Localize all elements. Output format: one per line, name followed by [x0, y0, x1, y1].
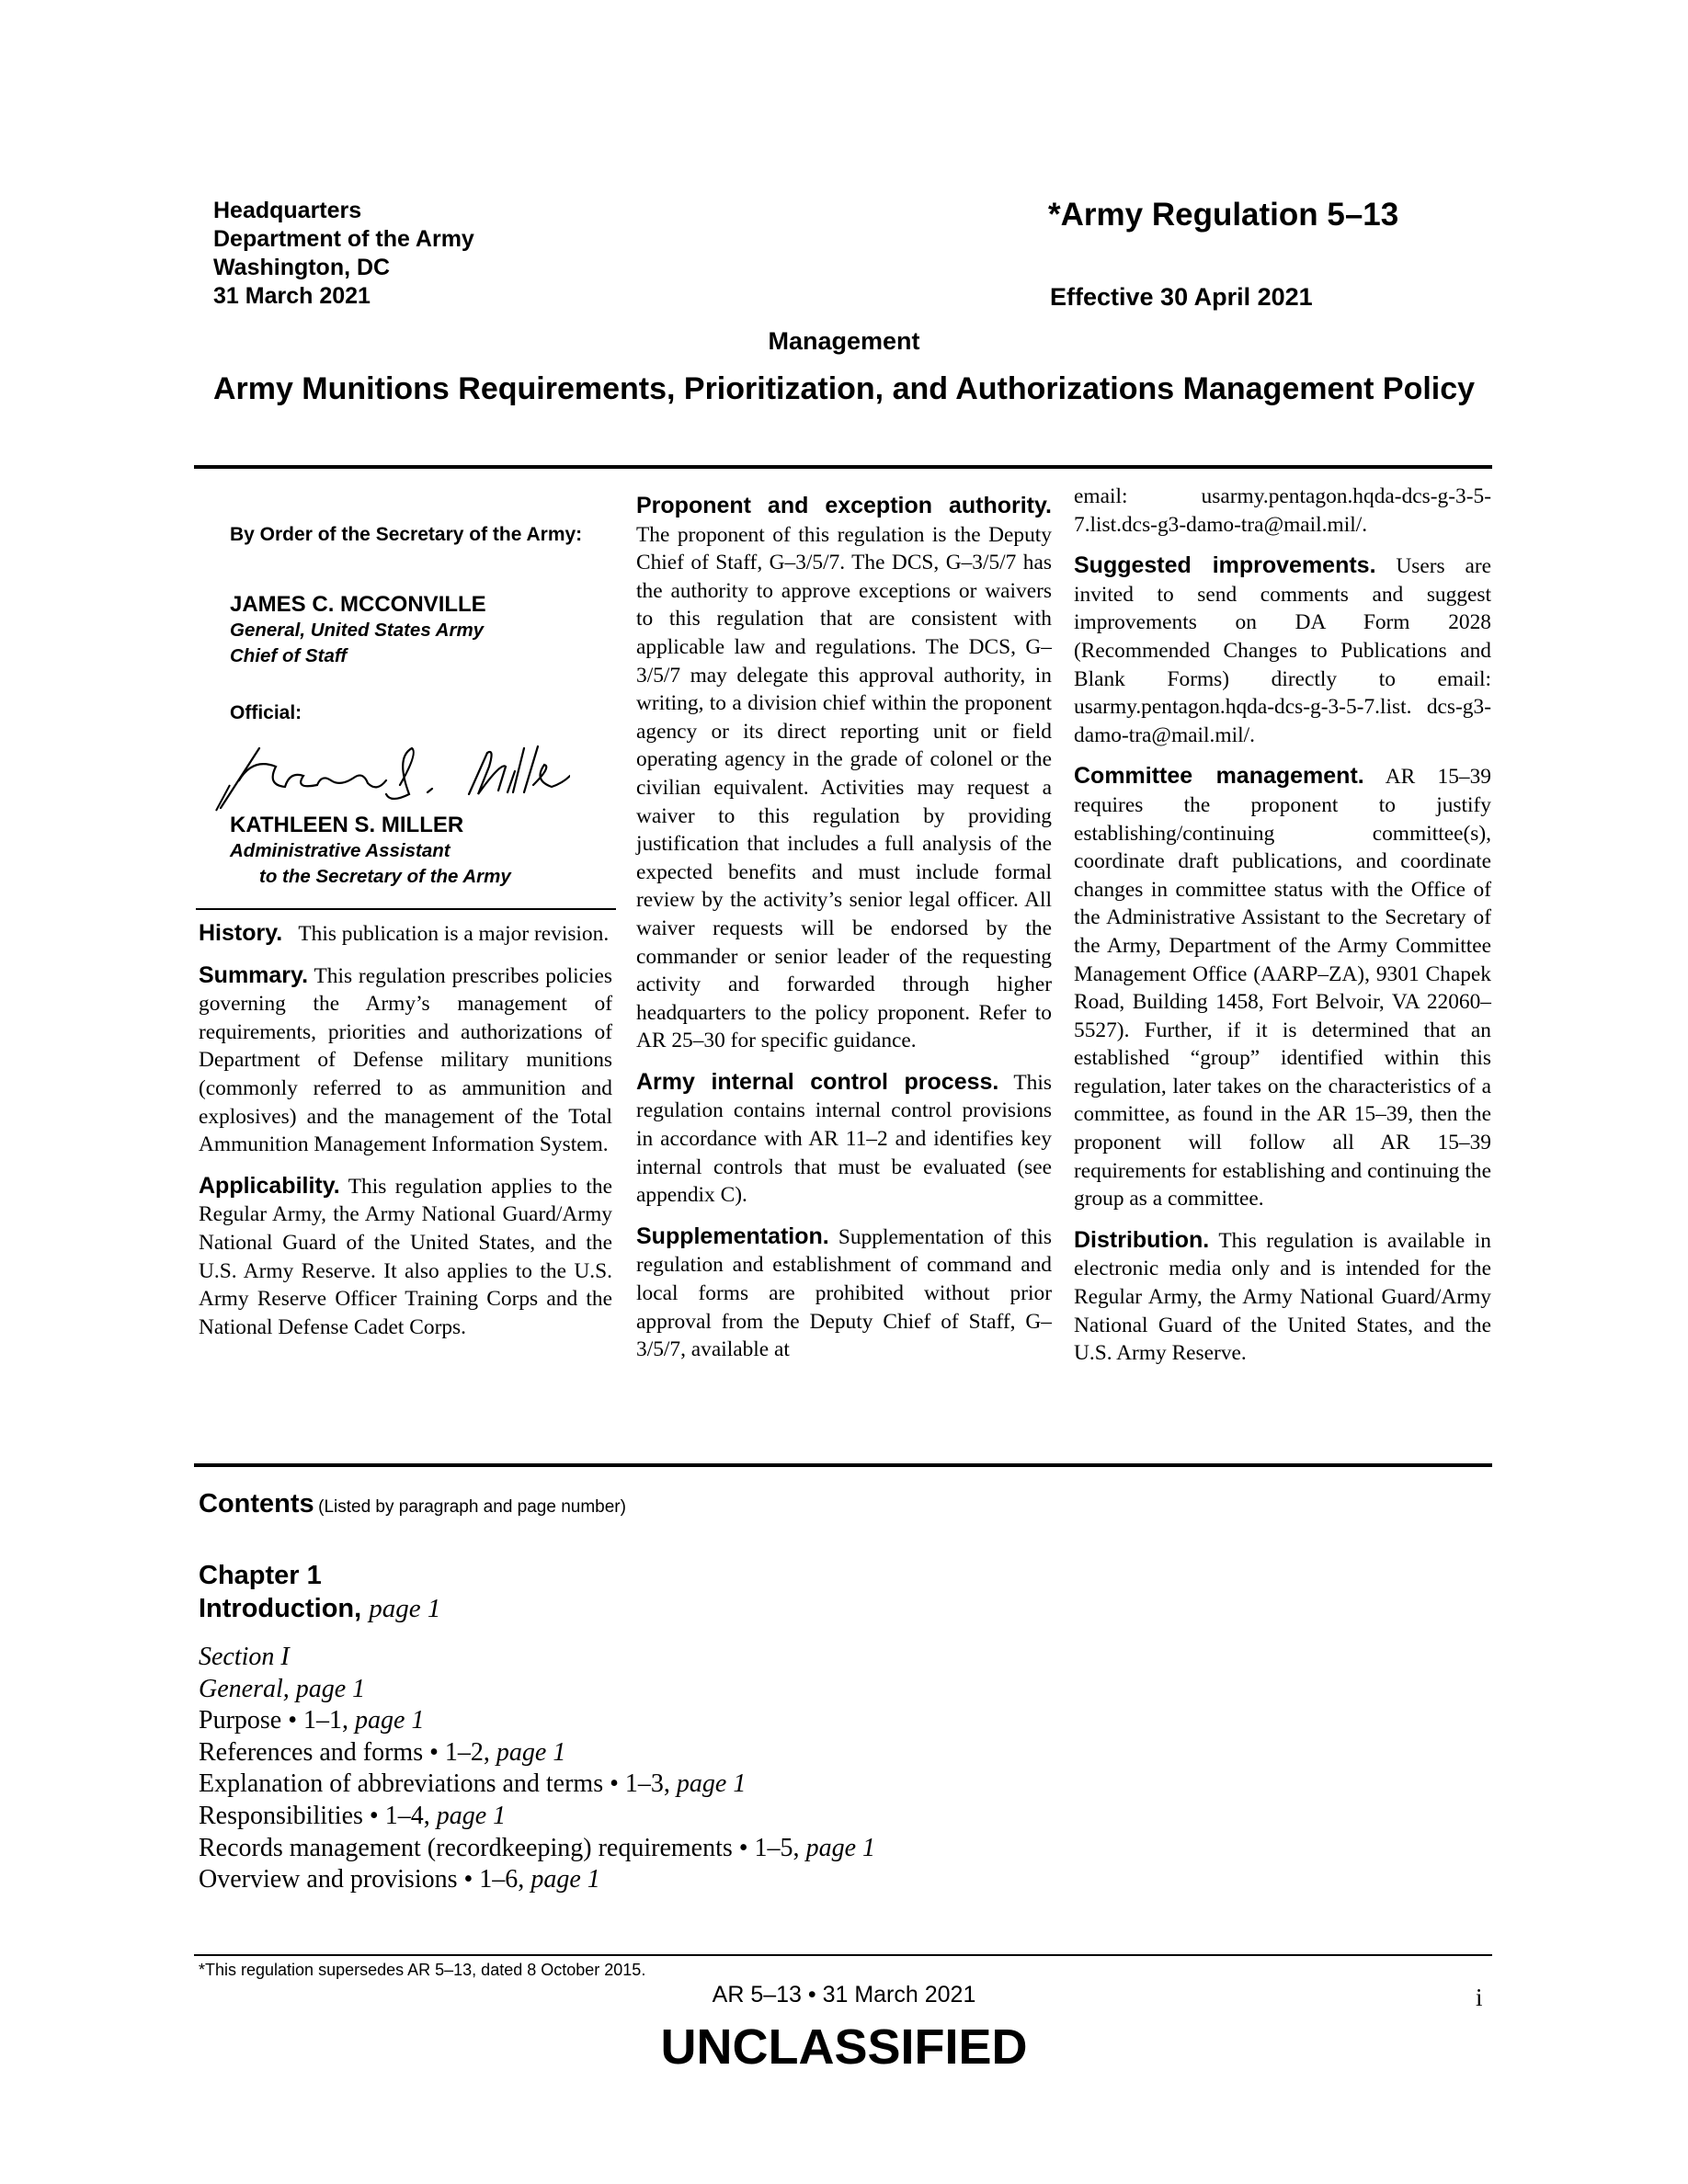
regulation-number: *Army Regulation 5–13: [1048, 197, 1399, 233]
chapter-title: Introduction,: [199, 1594, 362, 1623]
internal-control-paragraph: [636, 1068, 1052, 1210]
toc-entry-page: page 1: [530, 1865, 600, 1894]
history-text: This publication is a major revision.: [298, 922, 610, 946]
administrative-assistant-title-cont: to the Secretary of the Army: [259, 866, 511, 887]
chief-of-staff-title: Chief of Staff: [230, 645, 348, 666]
toc-entry-text: Purpose • 1–1,: [199, 1706, 356, 1735]
history-label: History.: [199, 920, 283, 946]
toc-entry-page: page 1: [436, 1801, 507, 1830]
toc-entry-text: Explanation of abbreviations and terms • 1–3,: [199, 1769, 677, 1799]
proponent-paragraph: [636, 492, 1052, 1055]
suggested-improvements-label: Suggested improvements.: [1074, 552, 1376, 579]
official-label: Official:: [230, 702, 302, 723]
supersedes-note: *This regulation supersedes AR 5–13, dated 8 October 2015.: [199, 1961, 646, 1979]
toc-entry[interactable]: [199, 1801, 875, 1833]
table-of-contents: [199, 1642, 875, 1896]
supplementation-continued: email: usarmy.pentagon.hqda-dcs-g-3-5-7.list.dcs-g3-damo-tra@mail.mil/.: [1074, 484, 1491, 537]
suggested-improvements-paragraph: [1074, 552, 1491, 749]
footer-line: AR 5–13 • 31 March 2021: [712, 1982, 976, 2008]
internal-control-text: This regulation contains internal control provisions in accordance with AR 11–2 and identifies key internal controls that must be evaluated (see appendix C).: [636, 1070, 1052, 1208]
summary-text: This regulation prescribes policies governing the Army’s management of requirements, priorities and authorizations of Department of Defense military munitions (commonly referred to as ammunition and explosives) and the management of the Total Ammunition Management Information System.: [199, 963, 612, 1157]
document-title: Army Munitions Requirements, Prioritization, and Authorizations Management Policy: [212, 371, 1476, 406]
page-number: i: [1476, 1984, 1483, 2011]
contents-heading: [199, 1489, 626, 1519]
applicability-text: This regulation applies to the Regular Army, the Army National Guard/Army National Guard of the United States, and the U.S. Army Reserve. It also applies to the U.S. Army Reserve Officer Training Corps and the National Defense Cadet Corps.: [199, 1174, 612, 1339]
toc-entry[interactable]: [199, 1864, 875, 1896]
signature-block: [230, 524, 625, 890]
internal-control-label: Army internal control process.: [636, 1068, 999, 1095]
chapter-heading: [199, 1559, 440, 1625]
toc-entry-page: page 1: [676, 1769, 747, 1799]
contents-title: Contents: [199, 1489, 314, 1519]
signature-divider: [196, 908, 616, 910]
chapter-number: Chapter 1: [199, 1561, 322, 1590]
classification-marking: UNCLASSIFIED: [660, 2019, 1028, 2075]
column-middle: [636, 492, 1052, 1377]
applicability-paragraph: [199, 1172, 612, 1342]
publication-date: 31 March 2021: [213, 283, 371, 309]
toc-entry-page: page 1: [355, 1706, 425, 1735]
header-divider: [194, 465, 1492, 469]
supplementation-label: Supplementation.: [636, 1223, 829, 1249]
summary-label: Summary.: [199, 961, 309, 988]
footer-divider: [194, 1954, 1492, 1956]
hq-line: Headquarters: [213, 198, 362, 223]
handwritten-signature: [202, 730, 570, 813]
summary-paragraph: [199, 961, 612, 1159]
supplementation-paragraph: [636, 1223, 1052, 1364]
toc-entry[interactable]: [199, 1705, 875, 1737]
section-number: Section I: [199, 1643, 290, 1671]
toc-entry[interactable]: [199, 1833, 875, 1865]
chapter-page: page 1: [369, 1594, 441, 1623]
column-left: [199, 919, 612, 1354]
toc-entry-text: Overview and provisions • 1–6,: [199, 1865, 531, 1894]
proponent-text: The proponent of this regulation is the Deputy Chief of Staff, G–3/5/7. The DCS, G–3/5/7 has the authority to approve exceptions or waivers to this regulation that are consistent with applicable law and regulations. The DCS, G–3/5/7 may delegate this approval authority, in writing, to a division chief within the proponent agency or its direct reporting unit or field operating agency in the grade of colonel or the civilian equivalent. Activities may request a waiver to this regulation by providing justification that includes a full analysis of the expected benefits and must include formal review by the activity’s senior legal officer. All waiver requests will be endorsed by the commander or senior leader of the requesting activity and forwarded through higher headquarters to the policy proponent. Refer to AR 25–30 for specific guidance.: [636, 522, 1052, 1053]
supplementation-text: Supplementation of this regulation and establishment of command and local forms are prohibited without prior approval from the Deputy Chief of Staff, G–3/5/7, available at: [636, 1224, 1052, 1362]
administrative-assistant-name: KATHLEEN S. MILLER: [230, 813, 464, 837]
applicability-label: Applicability.: [199, 1172, 340, 1199]
headquarters-block: [213, 197, 474, 311]
history-paragraph: [199, 919, 612, 949]
toc-entry-text: Records management (recordkeeping) requirements • 1–5,: [199, 1833, 806, 1862]
by-order-line: By Order of the Secretary of the Army:: [230, 524, 583, 545]
committee-management-text: AR 15–39 requires the proponent to justify establishing/continuing committee(s), coordinate draft publications, and coordinate changes in committee status with the Office of the Administrative Assistant to the Secretary of the Army, Department of the Army Committee Management Office (AARP–ZA), 9301 Chapek Road, Building 1458, Fort Belvoir, VA 22060–5527). Further, if it is determined that an established “group” identified within this regulation, later takes on the characteristics of a committee, as found in the AR 15–39, then the proponent will follow all AR 15–39 requirements for establishing and continuing the group as a committee.: [1074, 765, 1491, 1211]
chief-of-staff-rank: General, United States Army: [230, 620, 485, 641]
section-title: General, page 1: [199, 1674, 366, 1703]
summary-divider: [194, 1463, 1492, 1467]
toc-entry-text: References and forms • 1–2,: [199, 1737, 496, 1767]
suggested-improvements-text: Users are invited to send comments and suggest improvements on DA Form 2028 (Recommended Changes to Publications and Blank Forms) directly to email: usarmy.pentagon.hqda-dcs-g-3-5-7.list. dcs-g3-damo-tra@mail.mil/.: [1074, 554, 1491, 747]
toc-entry-page: page 1: [496, 1737, 566, 1767]
category-label: Management: [768, 327, 920, 355]
contents-subtitle: (Listed by paragraph and page number): [318, 1497, 626, 1517]
toc-entry[interactable]: [199, 1769, 875, 1801]
hq-line: Department of the Army: [213, 226, 474, 252]
proponent-label: Proponent and exception authority.: [636, 493, 1052, 518]
distribution-paragraph: [1074, 1226, 1491, 1368]
committee-management-paragraph: [1074, 762, 1491, 1213]
distribution-label: Distribution.: [1074, 1226, 1210, 1253]
distribution-text: This regulation is available in electronic media only and is intended for the Regular Army, the Army National Guard/Army National Guard of the United States, and the U.S. Army Reserve.: [1074, 1228, 1491, 1366]
toc-entry-text: Responsibilities • 1–4,: [199, 1801, 437, 1830]
administrative-assistant-title: Administrative Assistant: [230, 840, 451, 861]
effective-date: Effective 30 April 2021: [1050, 283, 1313, 311]
chapter-title-line: [199, 1592, 440, 1625]
toc-entry-page: page 1: [805, 1833, 875, 1862]
chief-of-staff-name: JAMES C. MCCONVILLE: [230, 592, 486, 617]
column-right: [1074, 483, 1491, 1381]
toc-entry[interactable]: [199, 1737, 875, 1769]
hq-line: Washington, DC: [213, 255, 391, 280]
committee-management-label: Committee management.: [1074, 763, 1364, 790]
